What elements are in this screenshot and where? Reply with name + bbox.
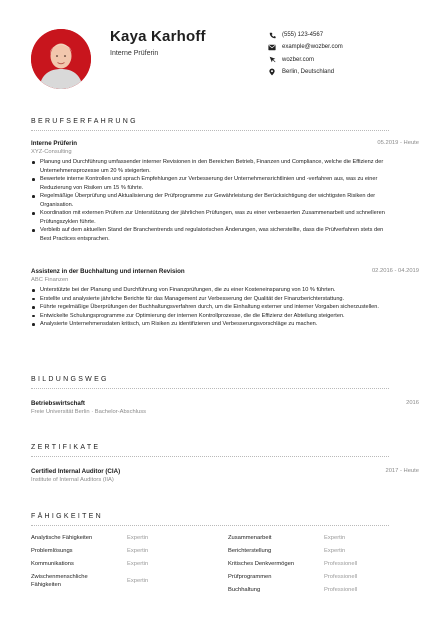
job-1-dates: 05.2019 - Heute (377, 140, 419, 146)
contact-location (268, 66, 343, 78)
location-text: Berlin, Deutschland (282, 69, 335, 76)
list-item: Führte regelmäßige Überprüfungen der Buchhaltungsverfahren durch, um die Einhaltung externer und interner Vorgaben sicherzustellen. (31, 303, 391, 312)
list-item: Erstellte und analysierte jährliche Berichte für das Management zur Verbesserung der Qualität der Finanzberichterstattung. (31, 295, 391, 304)
skill-item (228, 561, 408, 574)
job-1-title: Interne Prüferin (31, 140, 78, 147)
divider (31, 456, 389, 457)
skill-item (228, 535, 408, 548)
skill-level: Expertin (324, 548, 346, 554)
list-item: Koordination mit externen Prüfern zur Unterstützung der jährlichen Prüfungen, was zu einer verbesserten Zusammenarbeit und schnelleren Prüfungszyklen führte. (31, 209, 391, 226)
skills-heading: FÄHIGKEITEN (31, 513, 103, 520)
job-2-title: Assistenz in der Buchhaltung und internen Revision (31, 268, 185, 275)
skill-item (228, 587, 408, 600)
list-item: Regelmäßige Überprüfung und Aktualisierung der Prüfprogramme zur Gewährleistung der Berücksichtigung der wichtigsten Risiken der Organisation. (31, 192, 391, 209)
link-icon (268, 56, 276, 64)
skill-level: Professionell (324, 574, 358, 580)
skill-name: Prüfprogrammen (228, 574, 272, 580)
phone-icon (268, 31, 276, 39)
skill-level: Expertin (127, 548, 149, 554)
divider (31, 130, 389, 131)
skill-level: Expertin (127, 578, 149, 584)
education-degree: Betriebswirtschaft (31, 400, 85, 407)
skill-name: Kritisches Denkvermögen (228, 561, 295, 567)
certificates-heading: ZERTIFIKATE (31, 444, 101, 451)
profile-photo (31, 29, 91, 89)
skill-item (31, 561, 211, 574)
skill-item (228, 574, 408, 587)
contact-website[interactable] (268, 54, 343, 66)
list-item: Planung und Durchführung umfassender interner Revisionen in den Bereichen Betrieb, Finanzen und Compliance, welche die Effizienz der Unternehmensprozesse um 20 % steigerten. (31, 158, 391, 175)
skill-level: Expertin (127, 535, 149, 541)
skill-name: Zwischenmenschliche Fähigkeiten (31, 574, 88, 588)
skill-name: Berichterstellung (228, 548, 272, 554)
mail-icon (268, 43, 276, 51)
location-pin-icon (268, 68, 276, 76)
skill-level: Expertin (127, 561, 149, 567)
skill-item (31, 535, 211, 548)
job-2-dates: 02.2016 - 04.2019 (371, 268, 419, 274)
email-text: example@wozber.com (282, 44, 343, 51)
education-heading: BILDUNGSWEG (31, 376, 109, 383)
list-item: Analysierte Unternehmensdaten kritisch, um Risiken zu identifizieren und Verbesserungsvorschläge zu machen. (31, 320, 391, 329)
skill-level: Expertin (324, 535, 346, 541)
certificate-name: Certified Internal Auditor (CIA) (31, 468, 121, 475)
skill-level: Professionell (324, 587, 358, 593)
list-item: Verbleib auf dem aktuellen Stand der Branchentrends und regulatorischen Änderungen, was sicherstellte, dass die Prüfverfahren stets den Best Practices entsprachen. (31, 226, 391, 243)
job-1-company: XYZ-Consulting (31, 149, 72, 155)
skills-column-right (228, 535, 408, 600)
skill-name: Problemlösungs (31, 548, 73, 554)
divider (31, 388, 389, 389)
skill-name: Buchhaltung (228, 587, 261, 593)
job-2-bullets (31, 286, 391, 329)
list-item: Entwickelte Schulungsprogramme zur Optimierung der internen Kontrollprozesse, die die Effizienz der Abteilung steigerten. (31, 312, 391, 321)
skill-item (31, 574, 211, 594)
skills-column-left (31, 535, 211, 594)
education-school: Freie Universität Berlin · Bachelor-Abschluss (31, 409, 147, 415)
job-1-bullets (31, 158, 391, 243)
skill-name: Kommunikations (31, 561, 74, 567)
candidate-name: Kaya Karhoff (110, 28, 206, 45)
list-item: Unterstützte bei der Planung und Durchführung von Finanzprüfungen, die zu einer Kosteneinsparung von 10 % führten. (31, 286, 391, 295)
education-year: 2016 (406, 400, 419, 406)
contact-list (268, 29, 343, 78)
skill-item (228, 548, 408, 561)
divider (31, 525, 389, 526)
skill-level: Professionell (324, 561, 358, 567)
certificate-dates: 2017 - Heute (385, 468, 419, 474)
job-title: Interne Prüferin (110, 50, 159, 57)
phone-text: (555) 123-4567 (282, 32, 324, 39)
skill-name: Zusammenarbeit (228, 535, 272, 541)
website-text: wozber.com (282, 56, 315, 63)
contact-phone[interactable] (268, 29, 343, 41)
job-2-company: ABC Finanzen (31, 277, 69, 283)
skill-name: Analytische Fähigkeiten (31, 535, 93, 541)
contact-email[interactable] (268, 41, 343, 53)
experience-heading: BERUFSERFAHRUNG (31, 118, 138, 125)
list-item: Bewertete interne Kontrollen und sprach Empfehlungen zur Verbesserung der Unternehmensrichtlinien und -verfahren aus, was zu einer Reduzierung von Risiken um 15 % führte. (31, 175, 391, 192)
skill-item (31, 548, 211, 561)
avatar (31, 29, 91, 89)
certificate-issuer: Institute of Internal Auditors (IIA) (31, 477, 114, 483)
